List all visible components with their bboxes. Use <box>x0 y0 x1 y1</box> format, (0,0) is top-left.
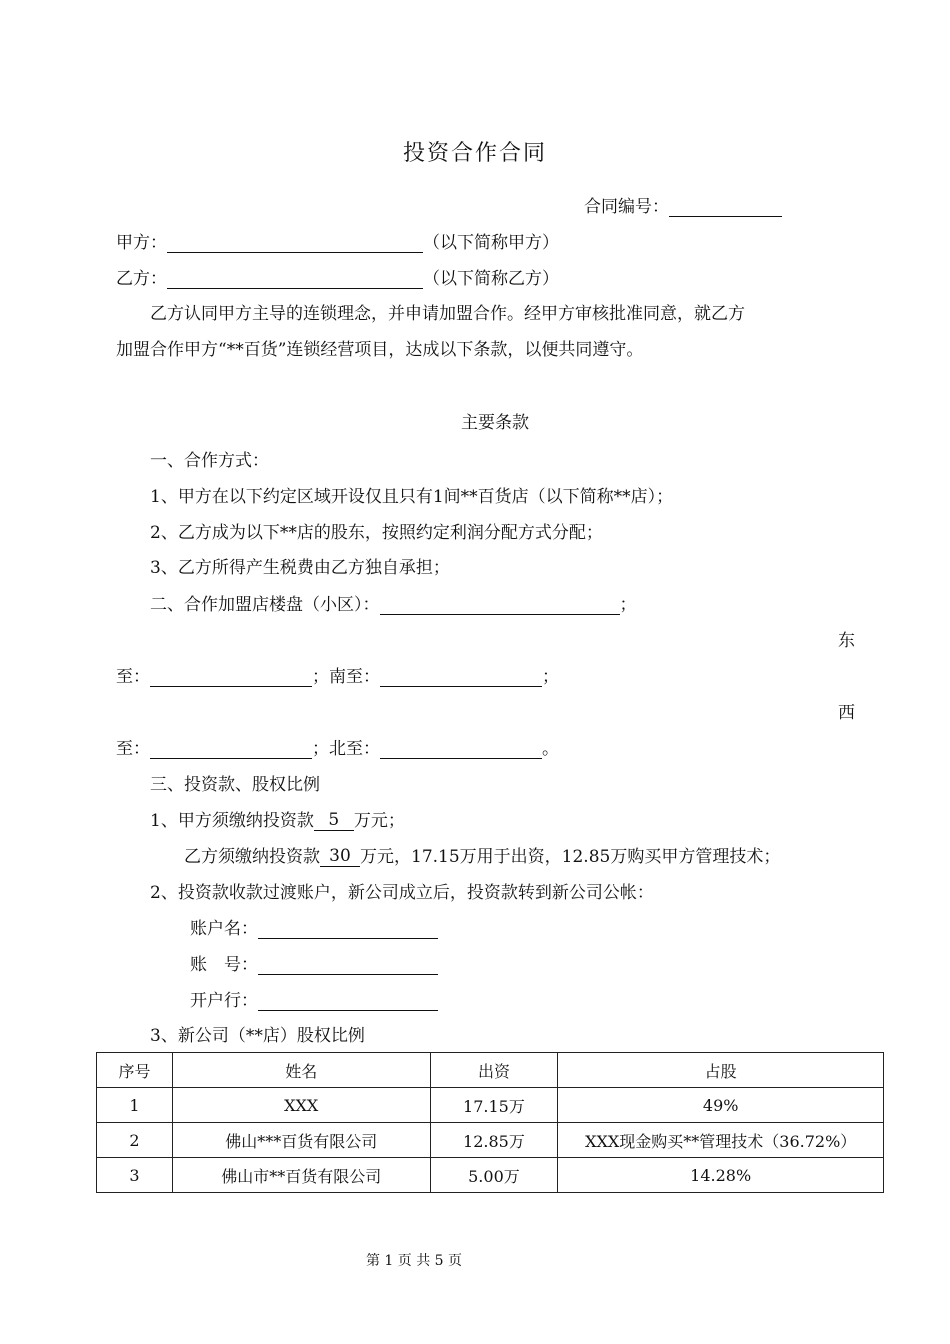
cell-share: 49% <box>558 1088 884 1123</box>
north-label: ；北至： <box>312 739 380 759</box>
party-a-label: 甲方： <box>116 233 167 253</box>
cell-name: XXX <box>172 1088 430 1123</box>
west-char-1: 西 <box>838 703 855 723</box>
account-number-blank <box>258 956 438 975</box>
cell-capital: 5.00万 <box>430 1158 558 1193</box>
s2-row <box>150 590 637 615</box>
south-blank <box>380 668 542 687</box>
party-b-row <box>116 264 559 289</box>
north-blank <box>380 740 542 759</box>
s3-item-1-amount: 5 <box>314 810 354 831</box>
east-south-end: ； <box>542 667 559 687</box>
party-b-suffix: （以下简称乙方） <box>423 269 559 289</box>
s2-semicolon: ； <box>619 595 637 615</box>
s3-item-3: 3、新公司（**店）股权比例 <box>150 1026 365 1046</box>
s3-item-1b-prefix: 乙方须缴纳投资款 <box>184 847 320 867</box>
party-a-row <box>116 228 559 253</box>
west-char-2: 至： <box>116 739 150 759</box>
s3-item-1b-amount: 30 <box>320 846 360 867</box>
party-a-blank <box>167 234 423 253</box>
south-label: ；南至： <box>312 667 380 687</box>
table-row <box>97 1123 884 1158</box>
s3-item-2: 2、投资款收款过渡账户，新公司成立后，投资款转到新公司公帐： <box>150 883 654 903</box>
east-blank <box>150 668 312 687</box>
west-blank <box>150 740 312 759</box>
s1-item-3: 3、乙方所得产生税费由乙方独自承担； <box>150 558 450 578</box>
account-number-row <box>190 950 438 975</box>
header-share: 占股 <box>558 1053 884 1088</box>
account-number-label: 账 号： <box>190 955 258 975</box>
cell-share: 14.28% <box>558 1158 884 1193</box>
account-name-label: 账户名： <box>190 919 258 939</box>
cell-capital: 12.85万 <box>430 1123 558 1158</box>
s1-item-1: 1、甲方在以下约定区域开设仅且只有1间**百货店（以下简称**店）； <box>150 487 674 507</box>
header-name: 姓名 <box>172 1053 430 1088</box>
page-footer: 第 1 页 共 5 页 <box>365 1253 463 1269</box>
cell-capital: 17.15万 <box>430 1088 558 1123</box>
s3-item-1-prefix: 1、甲方须缴纳投资款 <box>150 811 314 831</box>
contract-number-label: 合同编号： <box>584 197 669 217</box>
account-name-row <box>190 914 438 939</box>
contract-number-blank <box>669 198 782 217</box>
bank-row <box>190 986 438 1011</box>
table-row <box>97 1158 884 1193</box>
s2-property-blank <box>380 596 620 615</box>
s1-item-2: 2、乙方成为以下**店的股东，按照约定利润分配方式分配； <box>150 523 603 543</box>
s3-item-1 <box>150 806 405 831</box>
west-north-row <box>116 734 559 759</box>
east-south-row <box>116 662 559 687</box>
s3-heading: 三、投资款、股权比例 <box>150 775 320 795</box>
s3-item-1b-suffix: 万元，17.15万用于出资，12.85万购买甲方管理技术； <box>360 847 781 867</box>
bank-blank <box>258 992 438 1011</box>
section-title: 主要条款 <box>461 413 529 433</box>
header-index: 序号 <box>97 1053 173 1088</box>
intro-line-2: 加盟合作甲方“**百货”连锁经营项目，达成以下条款，以便共同遵守。 <box>116 340 644 360</box>
cell-index: 3 <box>97 1158 173 1193</box>
party-b-blank <box>167 270 423 289</box>
party-b-label: 乙方： <box>116 269 167 289</box>
cell-index: 2 <box>97 1123 173 1158</box>
intro-line-1: 乙方认同甲方主导的连锁理念，并申请加盟合作。经甲方审核批准同意，就乙方 <box>150 304 745 324</box>
cell-name: 佛山***百货有限公司 <box>172 1123 430 1158</box>
s3-item-1-suffix: 万元； <box>353 811 405 831</box>
equity-table <box>96 1052 884 1193</box>
party-a-suffix: （以下简称甲方） <box>423 233 559 253</box>
cell-share: XXX现金购买**管理技术（36.72%） <box>558 1123 884 1158</box>
table-header-row <box>97 1053 884 1088</box>
table-row <box>97 1088 884 1123</box>
s3-item-1b <box>184 842 780 867</box>
east-char-1: 东 <box>838 631 855 651</box>
east-char-2: 至： <box>116 667 150 687</box>
document-title: 投资合作合同 <box>402 141 547 166</box>
cell-index: 1 <box>97 1088 173 1123</box>
header-capital: 出资 <box>430 1053 558 1088</box>
west-north-end: 。 <box>542 739 559 759</box>
s1-heading: 一、合作方式： <box>150 451 269 471</box>
contract-number-row <box>584 192 782 217</box>
bank-label: 开户行： <box>190 991 258 1011</box>
account-name-blank <box>258 920 438 939</box>
s2-heading: 二、合作加盟店楼盘（小区）： <box>150 595 380 615</box>
cell-name: 佛山市**百货有限公司 <box>172 1158 430 1193</box>
